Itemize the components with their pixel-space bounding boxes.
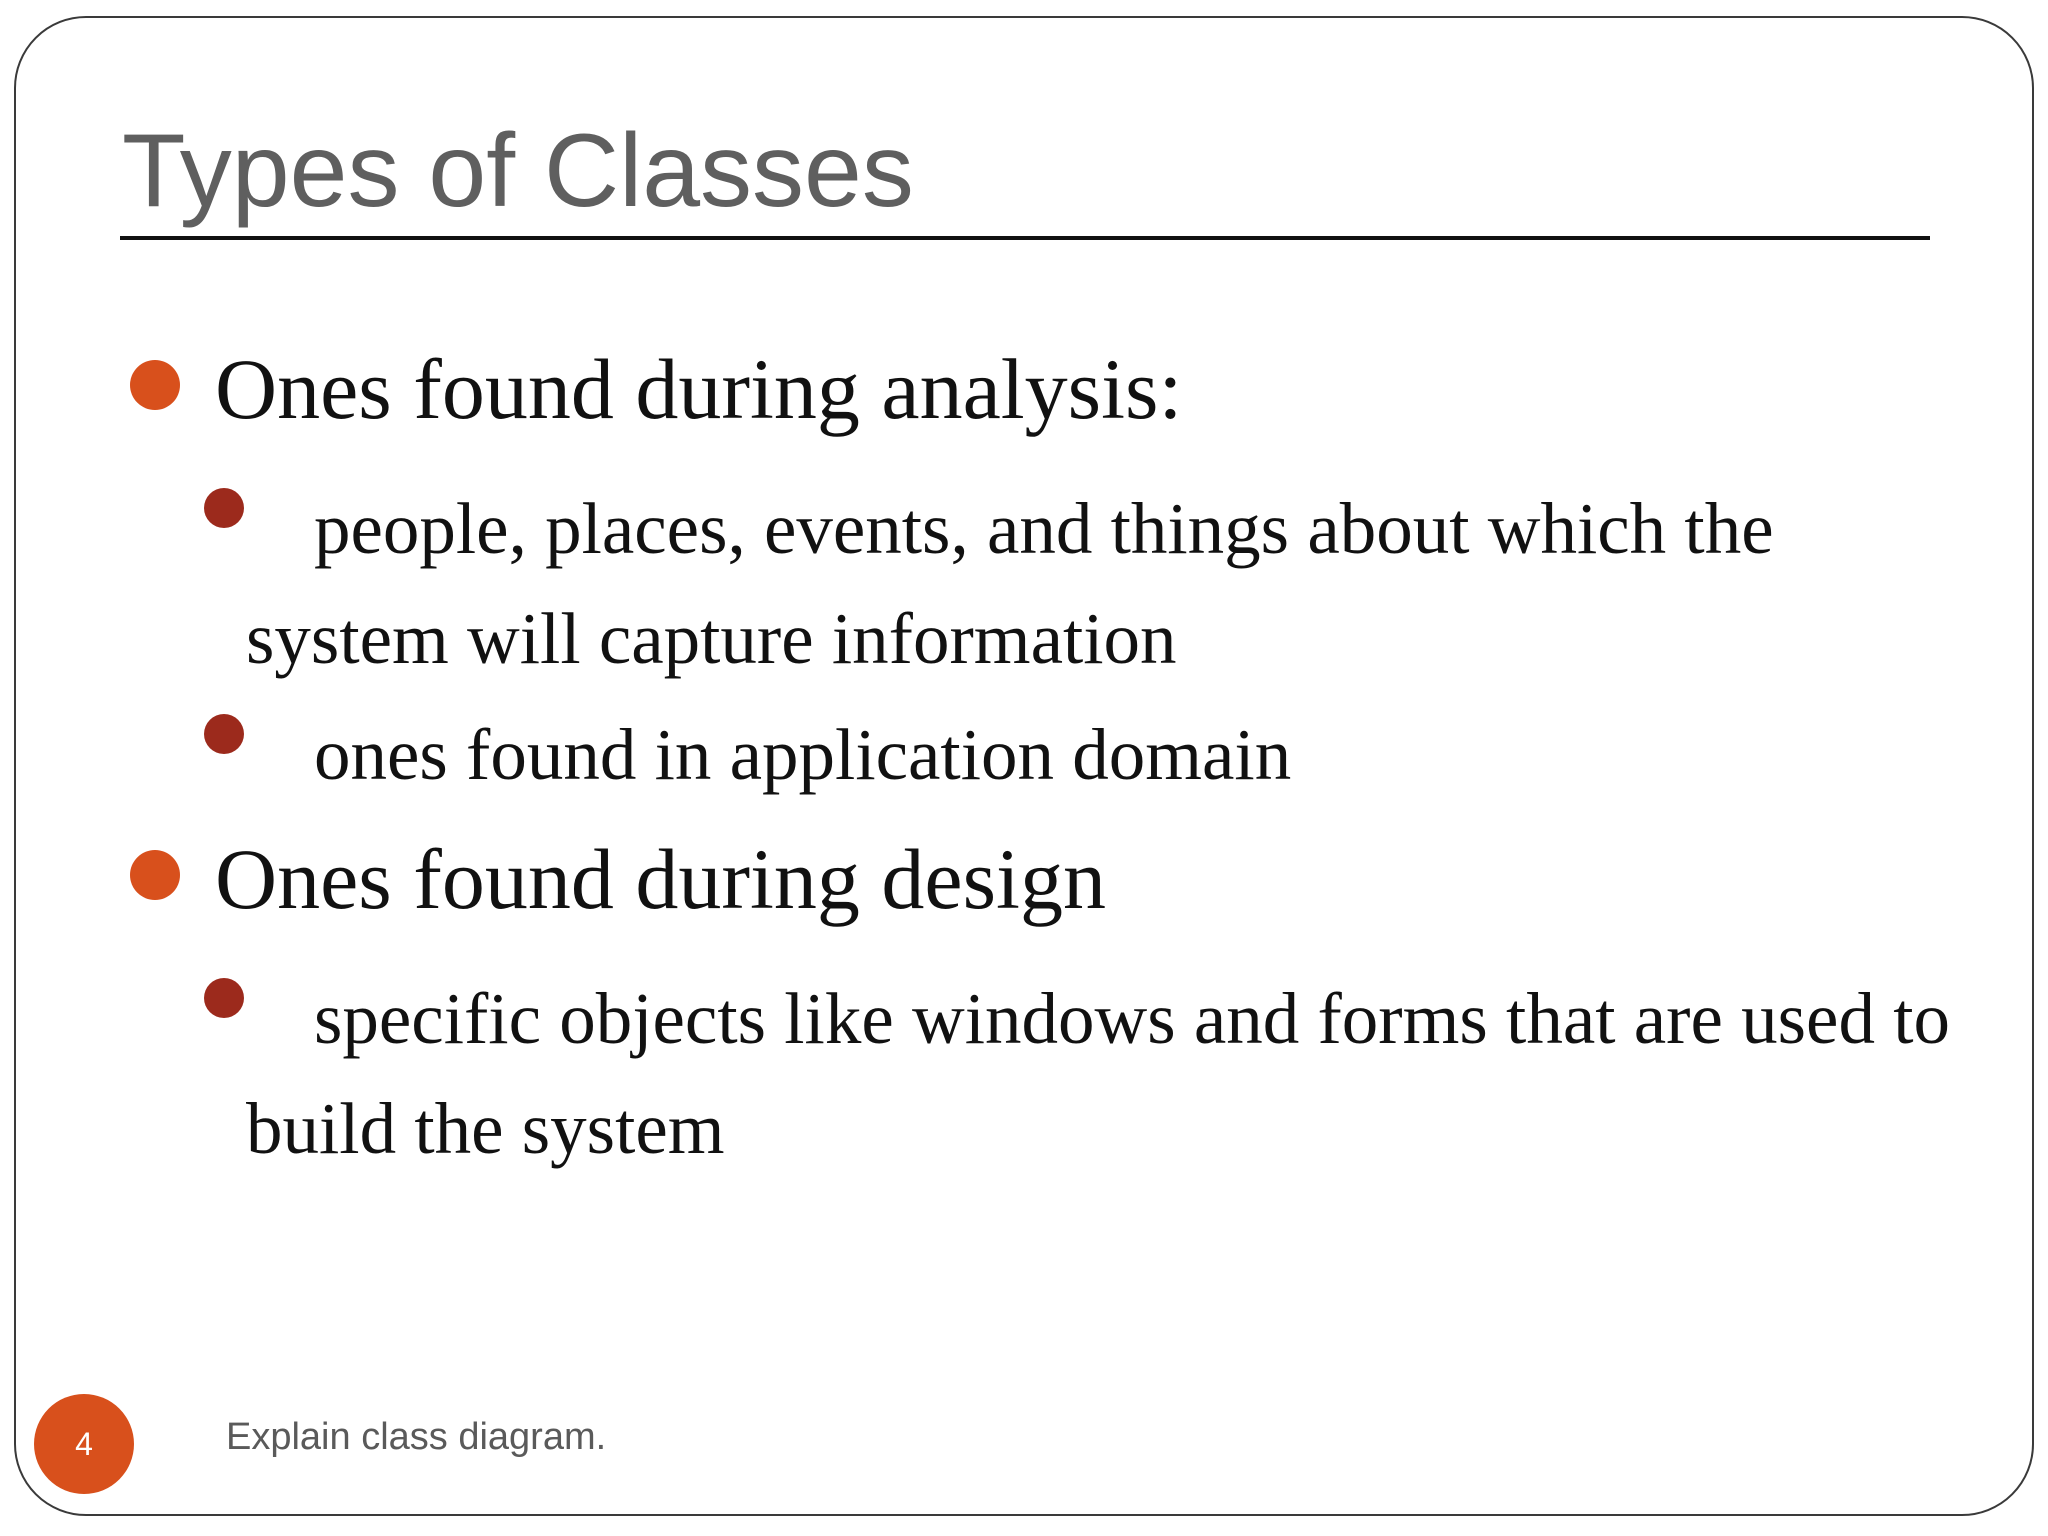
bullet-text: people, places, events, and things about which the system will capture information	[246, 488, 1774, 679]
orange-bullet-icon	[130, 850, 180, 900]
bullet-level2-specific-objects	[200, 964, 1950, 1184]
dark-red-bullet-icon	[204, 714, 244, 754]
bullet-text: Ones found during analysis:	[215, 341, 1183, 437]
dark-red-bullet-icon	[204, 488, 244, 528]
bullet-level2-application-domain	[200, 700, 1950, 810]
bullet-text: specific objects like windows and forms that are used to build the system	[246, 978, 1950, 1169]
page-number-badge	[34, 1394, 134, 1494]
title-underline	[120, 236, 1930, 240]
bullet-level2-people-places	[200, 474, 1950, 694]
orange-bullet-icon	[130, 360, 180, 410]
dark-red-bullet-icon	[204, 978, 244, 1018]
slide-title: Types of Classes	[122, 113, 914, 229]
footer-note: Explain class diagram.	[226, 1416, 607, 1458]
bullet-text: Ones found during design	[215, 831, 1106, 927]
page-number: 4	[75, 1425, 93, 1462]
bullet-text: ones found in application domain	[314, 714, 1292, 795]
